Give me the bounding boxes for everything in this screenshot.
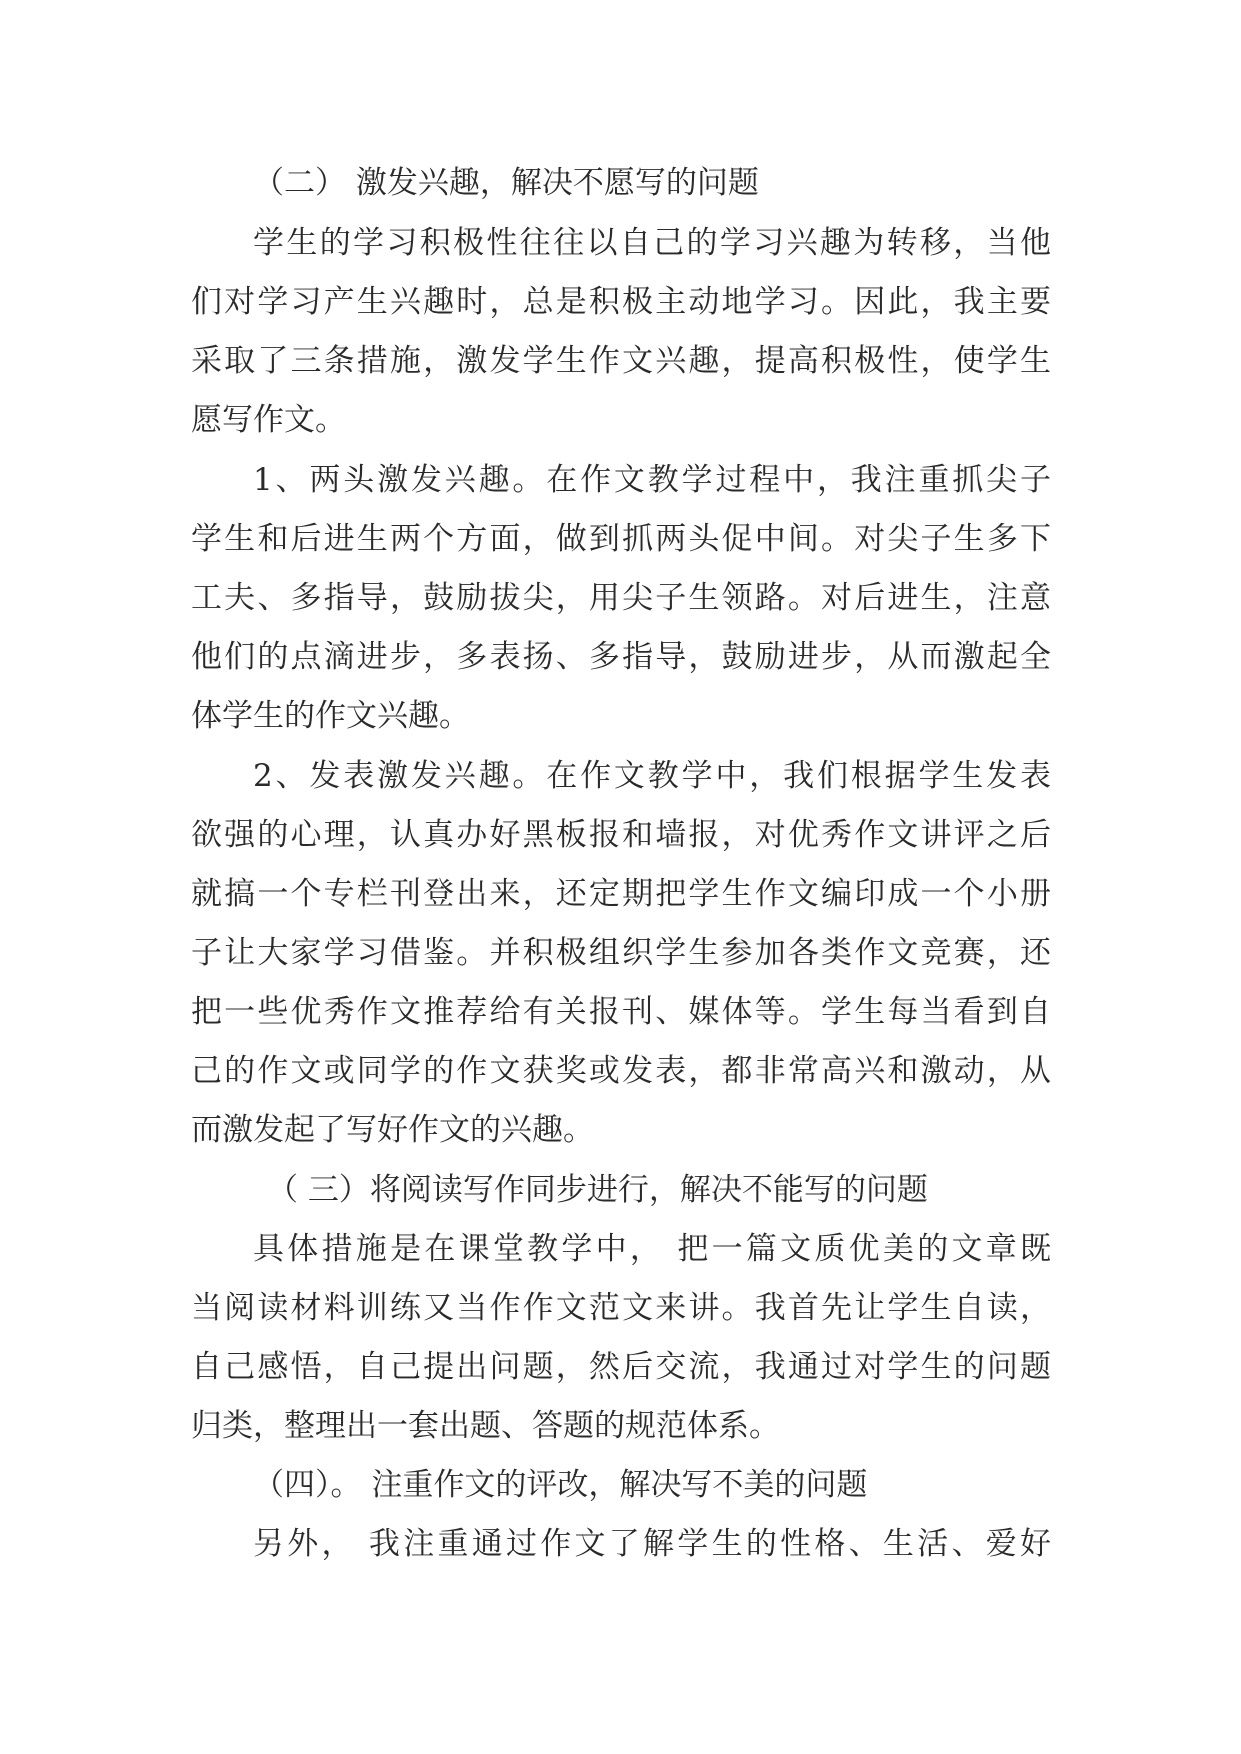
paragraph-line: 子让大家学习借鉴。并积极组织学生参加各类作文竞赛，还 [191,935,1051,971]
paragraph-line: 把一些优秀作文推荐给有关报刊、媒体等。学生每当看到自 [191,994,1051,1030]
paragraph-line: 当阅读材料训练又当作作文范文来讲。我首先让学生自读， [191,1290,1051,1326]
section-heading-3: （ 三）将阅读写作同步进行，解决不能写的问题 [267,1172,928,1208]
section-heading-4: （四）。 注重作文的评改，解决写不美的问题 [253,1467,868,1503]
paragraph-line: 2、发表激发兴趣。在作文教学中，我们根据学生发表 [253,758,1051,794]
paragraph-line: 具体措施是在课堂教学中， 把一篇文质优美的文章既 [253,1231,1051,1267]
paragraph-line: 采取了三条措施，激发学生作文兴趣，提高积极性，使学生 [191,343,1051,379]
paragraph-line: 学生的学习积极性往往以自己的学习兴趣为转移，当他 [253,225,1051,261]
paragraph-line: 们对学习产生兴趣时，总是积极主动地学习。因此，我主要 [191,284,1051,320]
paragraph-line: 学生和后进生两个方面，做到抓两头促中间。对尖子生多下 [191,521,1051,557]
paragraph-line: 体学生的作文兴趣。 [191,698,470,734]
paragraph-line: 就搞一个专栏刊登出来，还定期把学生作文编印成一个小册 [191,876,1051,912]
paragraph-line: 自己感悟，自己提出问题，然后交流，我通过对学生的问题 [191,1349,1051,1385]
section-heading-2: （二） 激发兴趣，解决不愿写的问题 [253,165,759,201]
paragraph-line: 归类，整理出一套出题、答题的规范体系。 [191,1408,780,1444]
paragraph-line: 己的作文或同学的作文获奖或发表，都非常高兴和激动，从 [191,1053,1051,1089]
paragraph-line: 他们的点滴进步，多表扬、多指导，鼓励进步，从而激起全 [191,639,1051,675]
paragraph-line: 1、两头激发兴趣。在作文教学过程中，我注重抓尖子 [253,462,1051,498]
paragraph-line: 而激发起了写好作文的兴趣。 [191,1112,594,1148]
paragraph-line: 工夫、多指导，鼓励拔尖，用尖子生领路。对后进生，注意 [191,580,1051,616]
paragraph-line: 另外， 我注重通过作文了解学生的性格、生活、爱好 [253,1526,1051,1562]
paragraph-line: 愿写作文。 [191,402,346,438]
paragraph-line: 欲强的心理，认真办好黑板报和墙报，对优秀作文讲评之后 [191,817,1051,853]
